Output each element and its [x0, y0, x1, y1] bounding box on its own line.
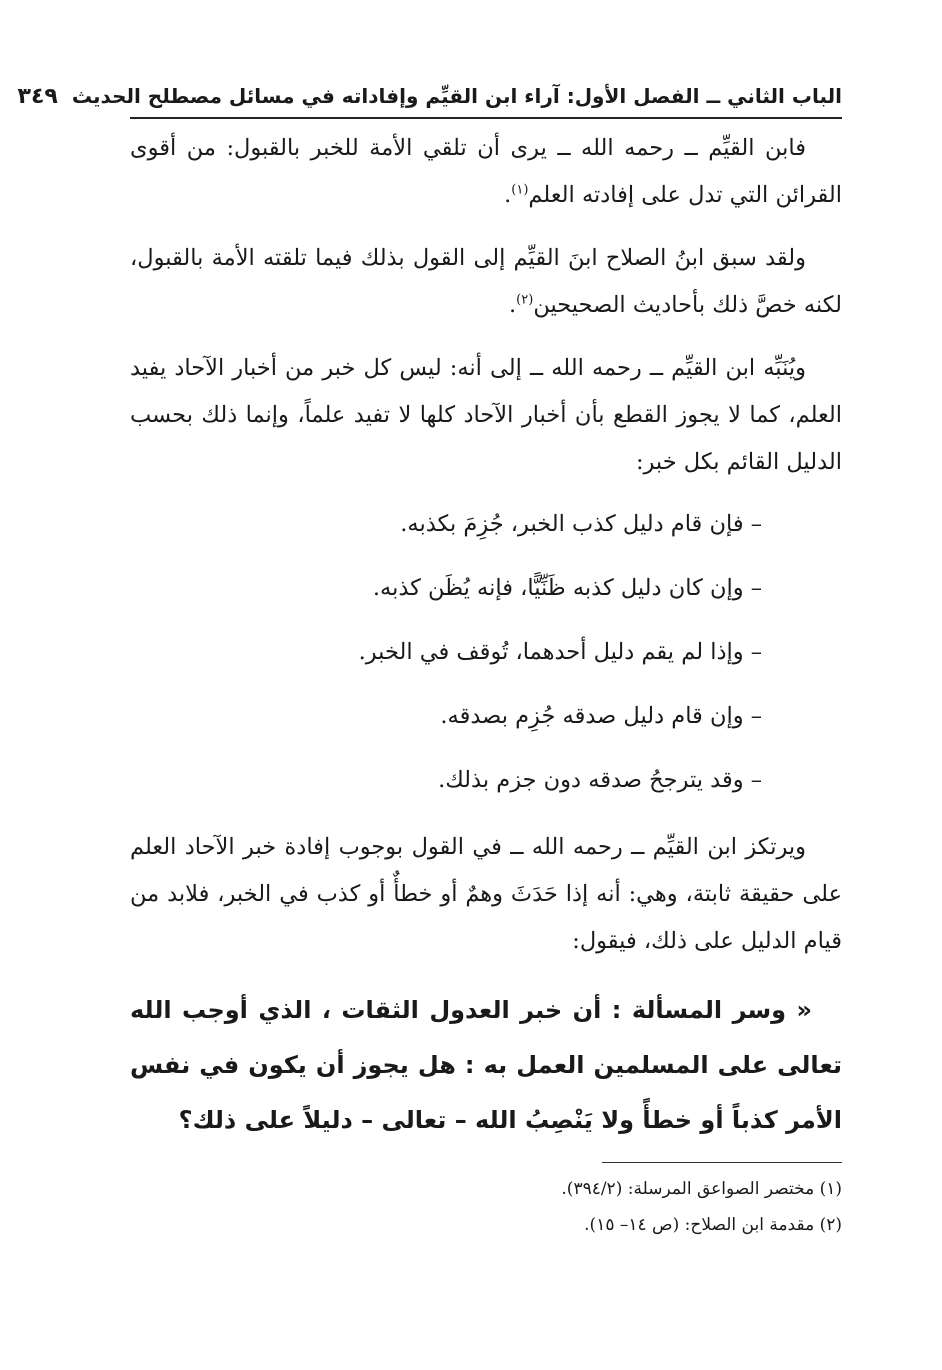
- running-header-title: الباب الثاني ــ الفصل الأول: آراء ابن القيِّم وإفاداته في مسائل مصطلح الحديث: [71, 84, 842, 108]
- paragraph-2: [130, 235, 842, 329]
- bullet-item: – وقد يترجحُ صدقه دون جزم بذلك.: [438, 767, 762, 793]
- block-quote: « وسر المسألة : أن خبر العدول الثقات ، الذي أوجب الله تعالى على المسلمين العمل به : هل يجوز أن يكون في نفس الأمر كذباً أو خطأً ولا يَنْصِبُ الله – تعالى – دليلاً على ذلك؟: [130, 996, 842, 1134]
- footnote-2: (٢) مقدمة ابن الصلاح: (ص ١٤– ١٥).: [584, 1215, 842, 1235]
- paragraph-3-text: ويُنَبِّه ابن القيِّم ــ رحمه الله ــ إلى أنه: ليس كل خبر من أخبار الآحاد يفيد العلم، كما لا يجوز القطع بأن أخبار الآحاد كلها لا تفيد علماً، وإنما ذلك بحسب الدليل القائم بكل خبر:: [130, 355, 842, 475]
- footnote-divider: [602, 1162, 842, 1163]
- footnote-1: (١) مختصر الصواعق المرسلة: (٣٩٤/٢).: [561, 1179, 842, 1199]
- paragraph-2-text: ولقد سبق ابنُ الصلاح ابنَ القيِّم إلى القول بذلك فيما تلقته الأمة بالقبول، لكنه خصَّ ذلك بأحاديث الصحيحين: [130, 245, 842, 318]
- bullet-item: – وإذا لم يقم دليل أحدهما، تُوقف في الخبر.: [358, 639, 762, 665]
- bullet-item: – وإن كان دليل كذبه ظَنِّيًّا، فإنه يُظَن كذبه.: [372, 575, 762, 601]
- running-header: [17, 78, 842, 119]
- bullet-item: – وإن قام دليل صدقه جُزِم بصدقه.: [440, 703, 762, 729]
- paragraph-4: [130, 824, 842, 965]
- page-number: ٣٤٩: [17, 84, 58, 109]
- paragraph-4-text: ويرتكز ابن القيِّم ــ رحمه الله ــ في القول بوجوب إفادة خبر الآحاد العلم على حقيقة ثابتة، وهي: أنه إذا حَدَثَ وهمٌ أو خطأٌ أو كذب في الخبر، فلابد من قيام الدليل على ذلك، فيقول:: [130, 834, 842, 954]
- body-text: [130, 125, 842, 1148]
- paragraph-2-end: .: [509, 292, 517, 318]
- paragraph-1-end: .: [504, 182, 512, 208]
- footnote-ref-2: (٢): [516, 292, 534, 308]
- footnotes: [130, 1171, 842, 1243]
- paragraph-1: [130, 125, 842, 219]
- page: [17, 78, 842, 1243]
- paragraph-3: [130, 345, 842, 486]
- footnote-ref-1: (١): [511, 182, 529, 198]
- bullet-list: [130, 504, 842, 800]
- bullet-item: – فإن قام دليل كذب الخبر، جُزِمَ بكذبه.: [400, 511, 762, 537]
- paragraph-1-text: فابن القيِّم ــ رحمه الله ــ يرى أن تلقي الأمة للخبر بالقبول: من أقوى القرائن التي تدل على إفادته العلم: [130, 135, 842, 208]
